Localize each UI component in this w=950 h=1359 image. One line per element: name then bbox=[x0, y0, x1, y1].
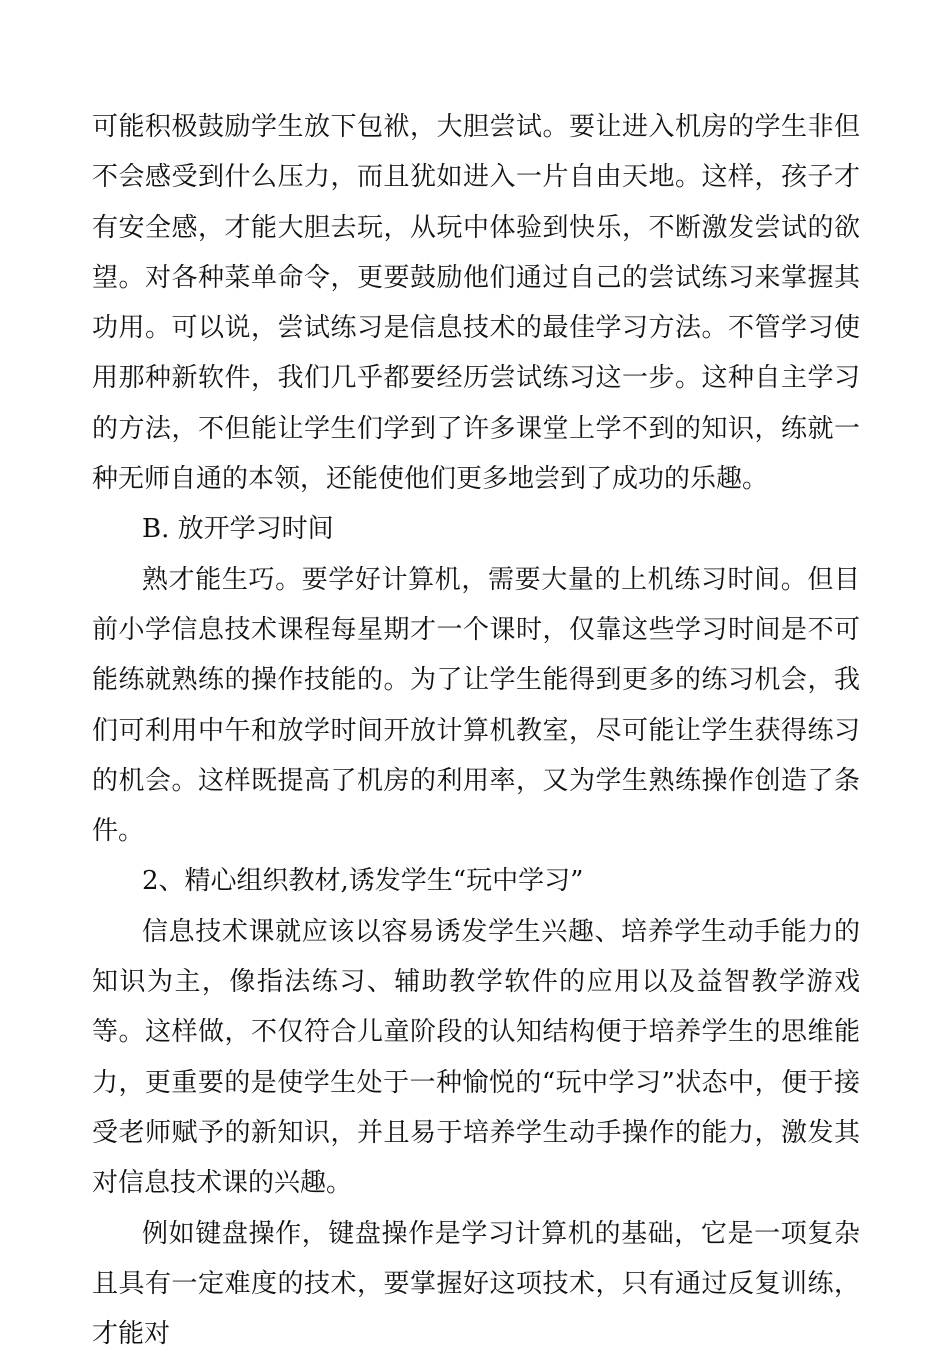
body-paragraph: 可能积极鼓励学生放下包袱，大胆尝试。要让进入机房的学生非但不会感受到什么压力，而且犹如进入一片自由天地。这样，孩子才有安全感，才能大胆去玩，从玩中体验到快乐，不断激发尝试的欲望。对各种菜单命令，更要鼓励他们通过自己的尝试练习来掌握其功用。可以说，尝试练习是信息技术的最佳学习方法。不管学习使用那种新软件，我们几乎都要经历尝试练习这一步。这种自主学习的方法，不但能让学生们学到了许多课堂上学不到的知识，练就一种无师自通的本领，还能使他们更多地尝到了成功的乐趣。 bbox=[92, 112, 860, 495]
body-paragraph: 例如键盘操作，键盘操作是学习计算机的基础，它是一项复杂且具有一定难度的技术，要掌握好这项技术，只有通过反复训练，才能对 bbox=[92, 1218, 860, 1350]
section-heading-b: B. 放开学习时间 bbox=[142, 514, 334, 545]
section-heading-2: 2、精心组织教材,诱发学生“玩中学习” bbox=[142, 866, 584, 897]
body-paragraph: 信息技术课就应该以容易诱发学生兴趣、培养学生动手能力的知识为主，像指法练习、辅助教学软件的应用以及益智教学游戏等。这样做，不仅符合儿童阶段的认知结构便于培养学生的思维能力，更重要的是使学生处于一种愉悦的“玩中学习”状态中，便于接受老师赋予的新知识，并且易于培养学生动手操作的能力，激发其对信息技术课的兴趣。 bbox=[92, 916, 860, 1199]
body-paragraph: 熟才能生巧。要学好计算机，需要大量的上机练习时间。但目前小学信息技术课程每星期才一个课时，仅靠这些学习时间是不可能练就熟练的操作技能的。为了让学生能得到更多的练习机会，我们可利用中午和放学时间开放计算机教室，尽可能让学生获得练习的机会。这样既提高了机房的利用率，又为学生熟练操作创造了条件。 bbox=[92, 564, 860, 847]
document-page bbox=[92, 102, 860, 1359]
